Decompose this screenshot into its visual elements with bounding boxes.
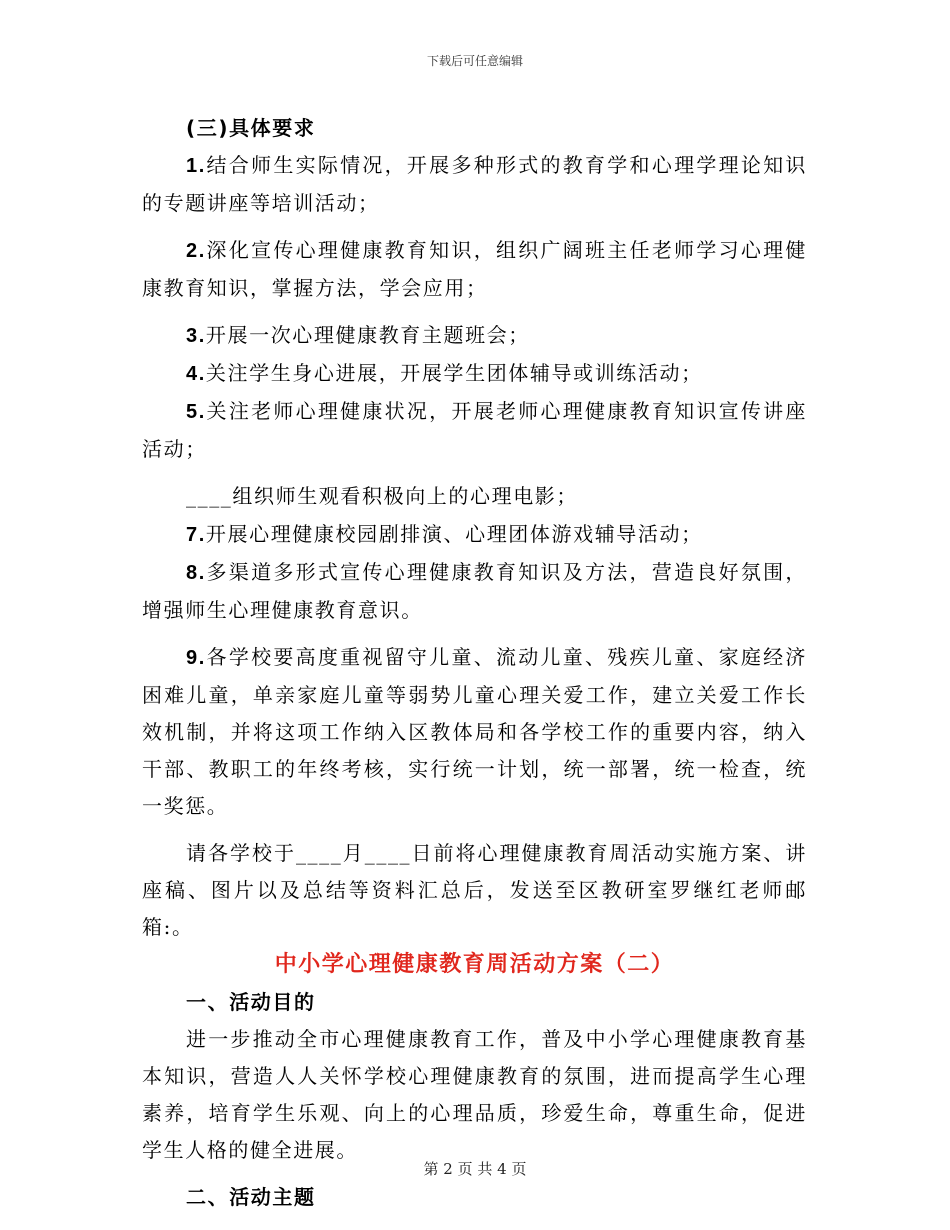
list-item: [142, 393, 807, 468]
item-number: 5.: [186, 401, 206, 423]
item-text: 关注学生身心进展，开展学生团体辅导或训练活动；: [205, 361, 703, 385]
paragraph-activity-purpose: 进一步推动全市心理健康教育工作，普及中小学心理健康教育基本知识，营造人人关怀学校心理健康教育的氛围，进而提高学生心理素养，培育学生乐观、向上的心理品质，珍爱生命，尊重生命，促进学生人格的健全进展。: [142, 1027, 807, 1162]
header-note: 下载后可任意编辑: [426, 54, 523, 68]
item-text: 结合师生实际情况，开展多种形式的教育学和心理学理论知识的专题讲座等培训活动；: [142, 153, 807, 215]
item-number: 9.: [186, 647, 206, 669]
plan-title: 中小学心理健康教育周活动方案（二）: [274, 952, 675, 977]
item-text: 关注老师心理健康状况，开展老师心理健康教育知识宣传讲座活动；: [142, 399, 807, 461]
item-text: 多渠道多形式宣传心理健康教育知识及方法，营造良好氛围，增强师生心理健康教育意识。: [142, 560, 807, 622]
list-item: [142, 478, 807, 516]
list-item: [142, 355, 807, 393]
section-heading-activity-purpose: 一、活动目的: [186, 990, 316, 1014]
item-text: ____组织师生观看积极向上的心理电影；: [186, 484, 578, 508]
list-item: [142, 554, 807, 629]
item-number: 4.: [186, 363, 206, 385]
document-body: [142, 110, 807, 1216]
item-number: 1.: [186, 155, 206, 177]
list-item: [142, 232, 807, 307]
section-heading-activity-theme: 二、活动主题: [186, 1185, 316, 1209]
item-text: 开展心理健康校园剧排演、心理团体游戏辅导活动；: [205, 522, 703, 546]
item-text: 开展一次心理健康教育主题班会；: [205, 323, 530, 347]
item-text: 深化宣传心理健康教育知识，组织广阔班主任老师学习心理健康教育知识，掌握方法，学会应用；: [142, 238, 807, 300]
list-item: [142, 639, 807, 825]
item-number: 7.: [186, 524, 206, 546]
item-text: 各学校要高度重视留守儿童、流动儿童、残疾儿童、家庭经济困难儿童，单亲家庭儿童等弱势儿童心理关爱工作，建立关爱工作长效机制，并将这项工作纳入区教体局和各学校工作的重要内容，纳入干部、教职工的年终考核，实行统一计划，统一部署，统一检查，统一奖惩。: [142, 645, 807, 818]
list-item: [142, 317, 807, 355]
item-number: 2.: [186, 240, 206, 262]
item-number: 8.: [186, 562, 206, 584]
closing-paragraph: 请各学校于____月____日前将心理健康教育周活动实施方案、讲座稿、图片以及总结等资料汇总后，发送至区教研室罗继红老师邮箱:。: [142, 841, 807, 939]
list-item: [142, 147, 807, 222]
item-number: 3.: [186, 325, 206, 347]
list-item: [142, 516, 807, 554]
page-footer: 第 2 页 共 4 页: [423, 1160, 527, 1178]
section-heading-specific-requirements: (三)具体要求: [186, 116, 316, 140]
